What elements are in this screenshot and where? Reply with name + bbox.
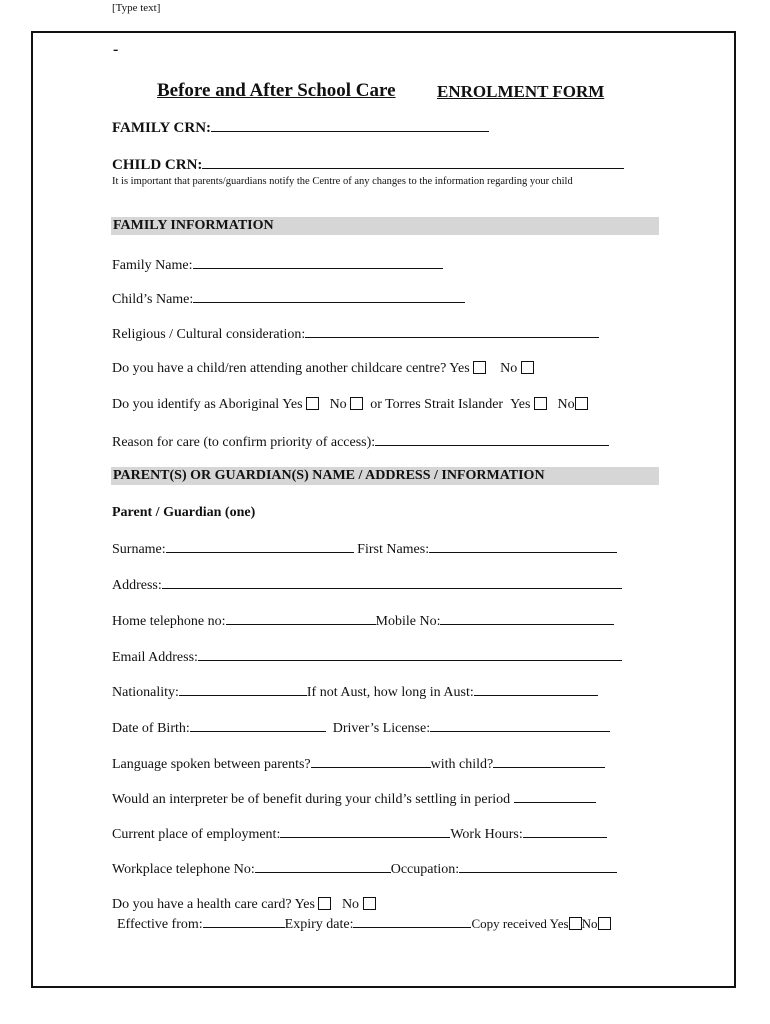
language-label: Language spoken between parents?: [112, 757, 311, 772]
dash-mark: -: [113, 41, 119, 58]
torres-label: or Torres Strait Islander: [370, 397, 504, 412]
form-title: Before and After School Care: [157, 80, 396, 101]
interpreter-row: [112, 790, 596, 808]
effective-row: [117, 915, 611, 933]
dob-field[interactable]: [190, 719, 326, 732]
nationality-field[interactable]: [179, 683, 307, 696]
address-row: [112, 576, 622, 594]
if-not-aust-label: If not Aust, how long in Aust:: [306, 685, 474, 700]
effective-label: Effective from:: [117, 917, 203, 932]
family-crn-field[interactable]: [211, 119, 489, 132]
with-child-field[interactable]: [493, 755, 605, 768]
parent-info-heading: PARENT(S) OR GUARDIAN(S) NAME / ADDRESS / INFORMATION: [111, 467, 659, 485]
family-name-label: Family Name:: [112, 258, 193, 273]
interpreter-field[interactable]: [514, 790, 596, 803]
child-crn-label: CHILD CRN:: [112, 157, 203, 173]
nationality-row: [112, 683, 598, 701]
interpreter-label: Would an interpreter be of benefit during your child’s settling in period: [112, 792, 511, 807]
childs-name-field[interactable]: [193, 290, 465, 303]
reason-row: [112, 433, 609, 451]
mobile-field[interactable]: [440, 612, 614, 625]
childs-name-row: [112, 290, 465, 308]
reason-label: Reason for care (to confirm priority of access):: [112, 435, 376, 450]
email-row: [112, 648, 622, 666]
family-info-heading: FAMILY INFORMATION: [111, 217, 659, 235]
email-label: Email Address:: [112, 650, 198, 665]
effective-field[interactable]: [203, 915, 285, 928]
copy-received-no-label: No: [581, 916, 598, 931]
expiry-label: Expiry date:: [284, 917, 354, 932]
health-card-row: [112, 897, 376, 913]
employment-row: [112, 825, 607, 843]
family-name-row: [112, 256, 443, 274]
reason-field[interactable]: [375, 433, 609, 446]
surname-row: [112, 540, 617, 558]
occupation-label: Occupation:: [390, 862, 460, 877]
aboriginal-yes-checkbox[interactable]: [306, 397, 319, 410]
first-names-label: First Names:: [357, 542, 430, 557]
aboriginal-yes-label: Yes: [282, 397, 303, 412]
address-label: Address:: [112, 578, 162, 593]
surname-field[interactable]: [166, 540, 354, 553]
surname-label: Surname:: [112, 542, 166, 557]
other-centre-yes-checkbox[interactable]: [473, 361, 486, 374]
expiry-field[interactable]: [353, 915, 471, 928]
license-field[interactable]: [430, 719, 610, 732]
other-centre-yes-label: Yes: [449, 361, 470, 376]
other-centre-row: [112, 361, 534, 377]
dob-row: [112, 719, 610, 737]
aboriginal-no-checkbox[interactable]: [350, 397, 363, 410]
occupation-field[interactable]: [459, 860, 617, 873]
nationality-label: Nationality:: [112, 685, 179, 700]
health-card-yes-checkbox[interactable]: [318, 897, 331, 910]
health-card-yes-label: Yes: [294, 897, 315, 912]
mobile-label: Mobile No:: [375, 614, 441, 629]
work-phone-field[interactable]: [255, 860, 391, 873]
work-phone-label: Workplace telephone No:: [112, 862, 255, 877]
aboriginal-label: Do you identify as Aboriginal: [112, 397, 280, 412]
license-label: Driver’s License:: [332, 721, 431, 736]
work-hours-field[interactable]: [523, 825, 607, 838]
torres-no-checkbox[interactable]: [575, 397, 588, 410]
child-crn-row: [112, 156, 624, 174]
form-subtitle: ENROLMENT FORM: [437, 82, 605, 101]
page-header-text: [Type text]: [112, 2, 161, 14]
dob-label: Date of Birth:: [112, 721, 190, 736]
religious-label: Religious / Cultural consideration:: [112, 327, 306, 342]
childs-name-label: Child’s Name:: [112, 292, 194, 307]
employment-field[interactable]: [280, 825, 450, 838]
aboriginal-row: [112, 397, 588, 413]
if-not-aust-field[interactable]: [474, 683, 598, 696]
family-crn-row: [112, 119, 489, 137]
health-card-no-label: No: [341, 897, 360, 912]
other-centre-label: Do you have a child/ren attending another childcare centre?: [112, 361, 447, 376]
religious-field[interactable]: [305, 325, 599, 338]
torres-yes-checkbox[interactable]: [534, 397, 547, 410]
home-phone-row: [112, 612, 614, 630]
notice-text: It is important that parents/guardians notify the Centre of any changes to the information regarding your child: [112, 176, 573, 187]
copy-received-no-checkbox[interactable]: [598, 917, 611, 930]
language-field[interactable]: [311, 755, 431, 768]
other-centre-no-label: No: [500, 361, 518, 376]
health-card-label: Do you have a health care card?: [112, 897, 292, 912]
home-phone-field[interactable]: [226, 612, 376, 625]
parent-one-heading: Parent / Guardian (one): [112, 505, 256, 520]
copy-received-label: Copy received Yes: [471, 916, 569, 931]
torres-no-label: No: [557, 397, 575, 412]
child-crn-field[interactable]: [202, 156, 624, 169]
religious-row: [112, 325, 599, 343]
employment-label: Current place of employment:: [112, 827, 281, 842]
address-field[interactable]: [162, 576, 622, 589]
torres-yes-label: Yes: [510, 397, 531, 412]
health-card-no-checkbox[interactable]: [363, 897, 376, 910]
copy-received-yes-checkbox[interactable]: [569, 917, 582, 930]
aboriginal-no-label: No: [329, 397, 347, 412]
first-names-field[interactable]: [429, 540, 617, 553]
home-phone-label: Home telephone no:: [112, 614, 226, 629]
family-name-field[interactable]: [193, 256, 443, 269]
other-centre-no-checkbox[interactable]: [521, 361, 534, 374]
language-row: [112, 755, 605, 773]
family-crn-label: FAMILY CRN:: [112, 120, 212, 136]
email-field[interactable]: [198, 648, 622, 661]
work-hours-label: Work Hours:: [450, 827, 523, 842]
with-child-label: with child?: [430, 757, 494, 772]
work-phone-row: [112, 860, 617, 878]
